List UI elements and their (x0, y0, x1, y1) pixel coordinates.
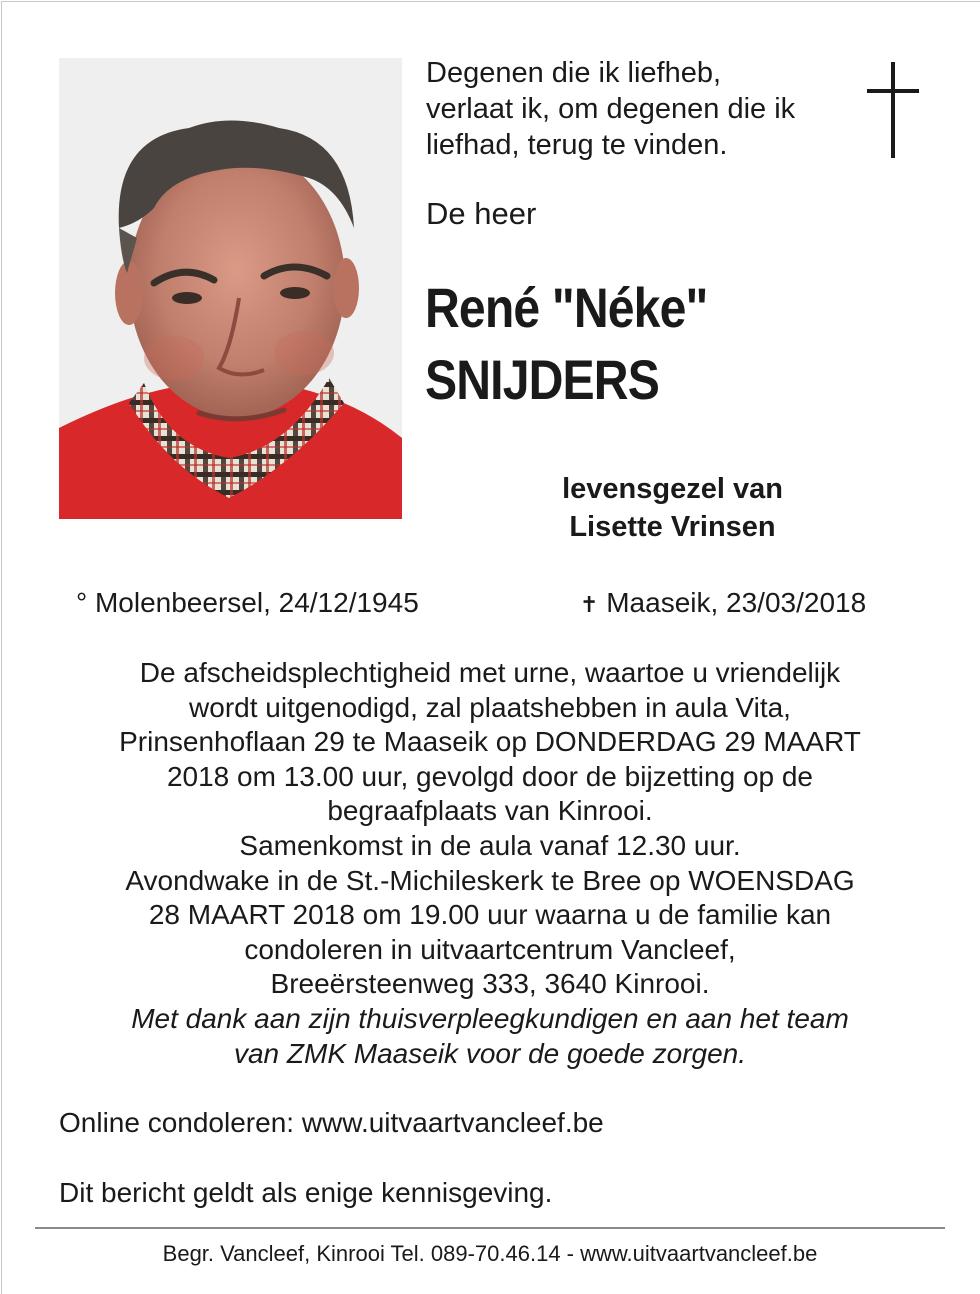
partner-relation: levensgezel van (562, 473, 783, 505)
quote-line: verlaat ik, om degenen die ik (426, 93, 796, 125)
announcement-line: condoleren in uitvaartcentrum Vancleef, (244, 933, 736, 965)
thanks-line: van ZMK Maaseik voor de goede zorgen. (233, 1037, 747, 1069)
birth-info: ° Molenbeersel, 24/12/1945 (76, 587, 419, 618)
announcement-line: 28 MAART 2018 om 19.00 uur waarna u de familie kan (148, 899, 832, 931)
announcement-line: Breeërsteenweg 333, 3640 Kinrooi. (270, 968, 710, 1000)
notice-text: Dit bericht geldt als enige kennisgeving. (59, 1177, 553, 1208)
announcement-line: Prinsenhoflaan 29 te Maaseik op DONDERDAG 29 MAART (119, 726, 861, 758)
footer-divider (35, 1227, 945, 1229)
announcement-text (40, 656, 940, 1071)
announcement-line: De afscheidsplechtigheid met urne, waartoe u vriendelijk (139, 657, 841, 688)
announcement-line: Samenkomst in de aula vanaf 12.30 uur. (239, 829, 741, 861)
announcement-line: Avondwake in de St.-Michileskerk te Bree op WOENSDAG (125, 864, 855, 896)
thanks-line: Met dank aan zijn thuisverpleegkundigen en aan het team (131, 1002, 849, 1034)
partner-block (500, 470, 845, 546)
deceased-first-name: René "Néke" (425, 276, 708, 339)
partner-name: Lisette Vrinsen (569, 511, 776, 543)
death-date: Maaseik, 23/03/2018 (606, 587, 867, 618)
deceased-name (425, 272, 707, 416)
announcement-line: begraafplaats van Kinrooi. (327, 795, 653, 827)
latin-cross-icon (864, 62, 922, 160)
quote-line: liefhad, terug te vinden. (426, 129, 728, 161)
announcement-line: 2018 om 13.00 uur, gevolgd door de bijzetting op de (166, 760, 814, 792)
deceased-last-name: SNIJDERS (425, 348, 660, 411)
death-cross-icon: ✝ (580, 592, 599, 617)
portrait-photo (59, 58, 402, 519)
announcement-line: wordt uitgenodigd, zal plaatshebben in aula Vita, (189, 691, 791, 723)
online-condolence: Online condoleren: www.uitvaartvancleef.be (59, 1107, 604, 1138)
salutation: De heer (426, 196, 537, 231)
memorial-quote (426, 55, 846, 163)
quote-line: Degenen die ik liefheb, (426, 57, 722, 89)
death-info (580, 586, 866, 622)
footer-text: Begr. Vancleef, Kinrooi Tel. 089-70.46.14 - www.uitvaartvancleef.be (162, 1241, 818, 1266)
